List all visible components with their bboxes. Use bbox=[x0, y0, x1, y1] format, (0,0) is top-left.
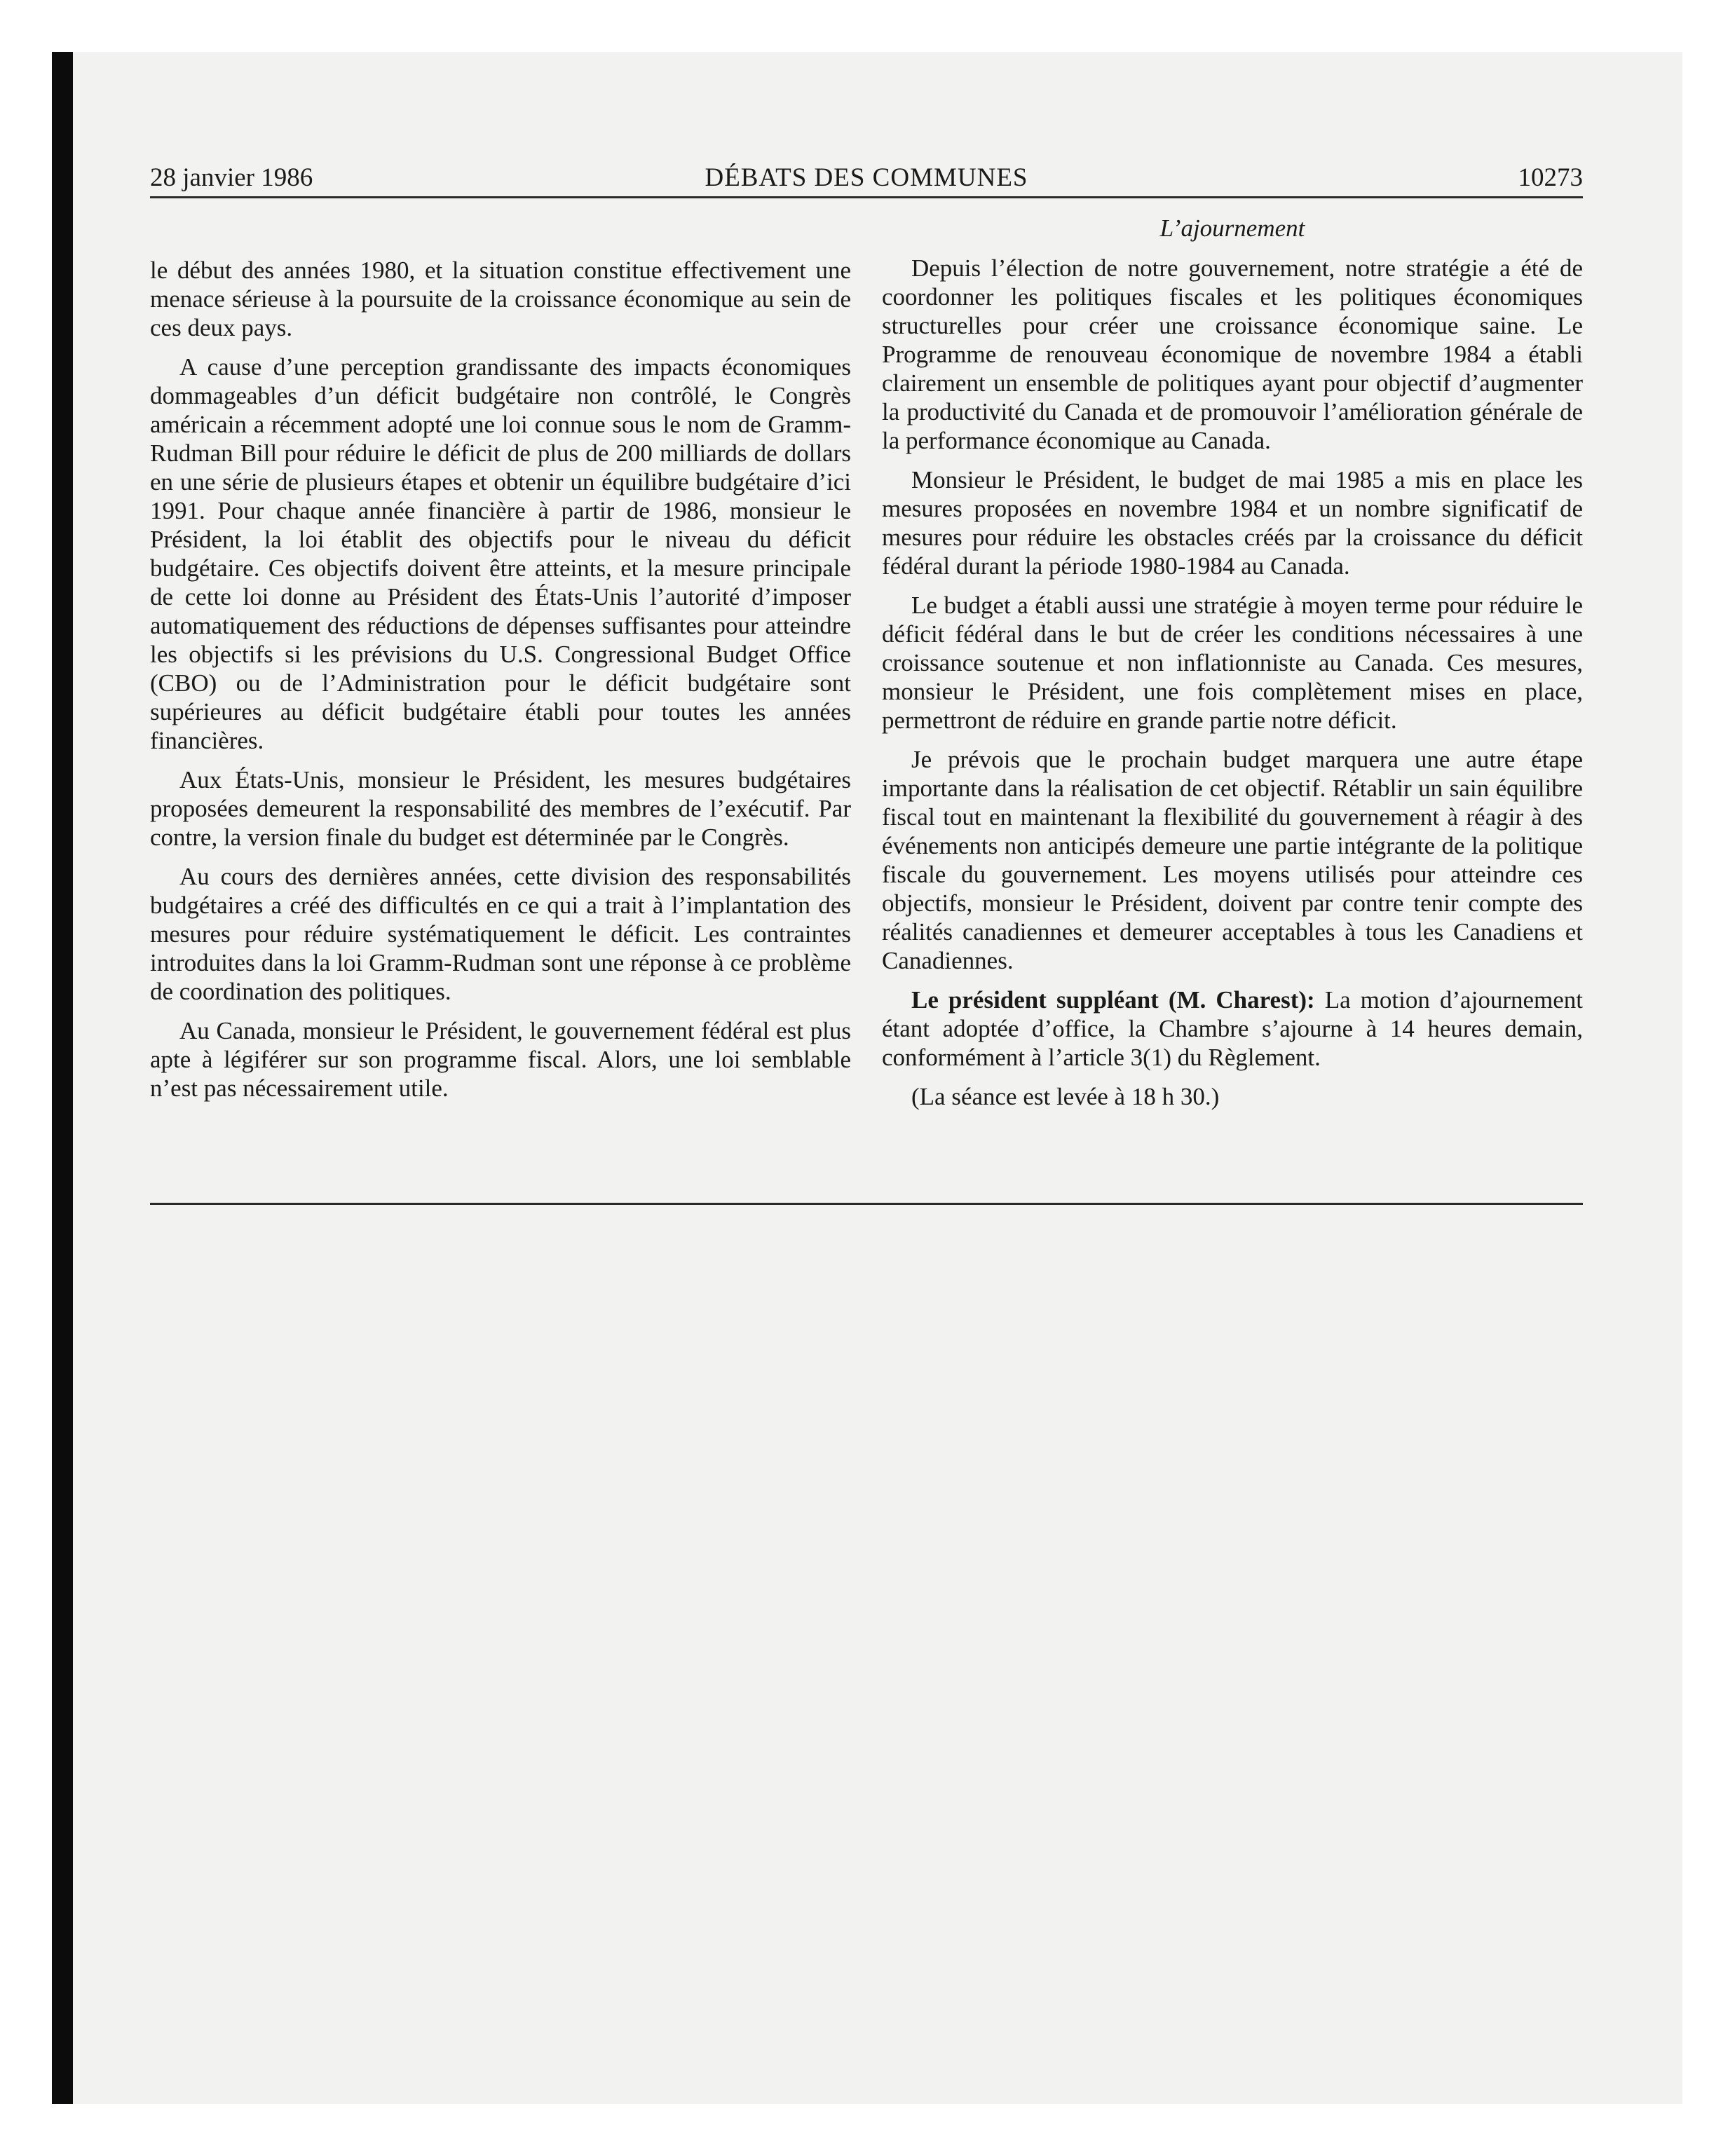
speaker-paragraph bbox=[882, 985, 1583, 1072]
right-column bbox=[882, 214, 1583, 1121]
header-rule bbox=[150, 196, 1583, 198]
paragraph: A cause d’une perception grandissante des impacts économiques dommageables d’un déficit budgétaire non contrôlé, le Congrès américain a récemment adopté une loi connue sous le nom de Gramm-Rudman Bill pour réduire le déficit de plus de 200 milliards de dollars en une série de plusieurs étapes et obtenir un équilibre budgétaire d’ici 1991. Pour chaque année financière à partir de 1986, monsieur le Président, la loi établit des objectifs pour le niveau du déficit budgétaire. Ces objectifs doivent être atteints, et la mesure principale de cette loi donne au Président des États-Unis l’autorité d’imposer automatiquement des réductions de dépenses suffisantes pour atteindre les objectifs si les prévisions du U.S. Congressional Budget Office (CBO) ou de l’Administration pour le déficit budgétaire sont supérieures au déficit budgétaire établi pour toutes les années financières. bbox=[150, 353, 851, 754]
header-page-number: 10273 bbox=[1518, 163, 1583, 192]
paragraph: Au Canada, monsieur le Président, le gouvernement fédéral est plus apte à légiférer sur son programme fiscal. Alors, une loi semblable n’est pas nécessairement utile. bbox=[150, 1017, 851, 1102]
header-title: DÉBATS DES COMMUNES bbox=[705, 163, 1028, 192]
speaker-name: Le président suppléant (M. Charest): bbox=[911, 986, 1315, 1014]
paragraph: Au cours des dernières années, cette division des responsabilités budgétaires a créé des difficultés en ce qui a trait à l’implantation des mesures pour réduire systématiquement le déficit. Les contraintes introduites dans la loi Gramm-Rudman sont une réponse à ce problème de coordination des politiques. bbox=[150, 863, 851, 1005]
header-date: 28 janvier 1986 bbox=[150, 163, 313, 192]
paragraph: Monsieur le Président, le budget de mai 1985 a mis en place les mesures proposées en novembre 1984 et un nombre significatif de mesures pour réduire les obstacles créés par la croissance du déficit fédéral durant la période 1980-1984 au Canada. bbox=[882, 466, 1583, 580]
column-top-spacer bbox=[150, 214, 851, 256]
paragraph: Je prévois que le prochain budget marquera une autre étape importante dans la réalisation de cet objectif. Rétablir un sain équilibre fiscal tout en maintenant la flexibilité du gouvernement à réagir à des événements non anticipés demeure une partie intégrante de la politique fiscale du gouvernement. Les moyens utilisés pour atteindre ces objectifs, monsieur le Président, doivent par contre tenir compte des réalités canadiennes et demeurer acceptables à tous les Canadiens et Canadiennes. bbox=[882, 746, 1583, 974]
paragraph: le début des années 1980, et la situation constitue effectivement une menace sérieuse à la poursuite de la croissance économique au sein de ces deux pays. bbox=[150, 257, 851, 341]
speaker-text: La motion d’ajournement étant adoptée d’office, la Chambre s’ajourne à 14 heures demain, conformément à l’article 3(1) du Règlement. bbox=[882, 986, 1583, 1071]
paragraph: Le budget a établi aussi une stratégie à moyen terme pour réduire le déficit fédéral dans le but de créer les conditions nécessaires à une croissance soutenue et non inflationniste au Canada. Ces mesures, monsieur le Président, une fois complètement mises en place, permettront de réduire en grande partie notre déficit. bbox=[882, 592, 1583, 734]
section-heading: L’ajournement bbox=[1159, 214, 1305, 242]
paragraph: Depuis l’élection de notre gouvernement, notre stratégie a été de coordonner les politiques fiscales et les politiques économiques structurelles pour créer une croissance économique saine. Le Programme de renouveau économique de novembre 1984 a établi clairement un ensemble de politiques ayant pour objectif d’augmenter la productivité du Canada et de promouvoir l’amélioration générale de la performance économique au Canada. bbox=[882, 254, 1583, 454]
closing-note: (La séance est levée à 18 h 30.) bbox=[911, 1083, 1220, 1110]
page-header bbox=[150, 163, 1583, 198]
paragraph: Aux États-Unis, monsieur le Président, les mesures budgétaires proposées demeurent la responsabilité des membres de l’exécutif. Par contre, la version finale du budget est déterminée par le Congrès. bbox=[150, 766, 851, 851]
left-column bbox=[150, 214, 851, 1113]
footer-rule bbox=[150, 1203, 1583, 1205]
binding-edge bbox=[52, 52, 73, 2104]
